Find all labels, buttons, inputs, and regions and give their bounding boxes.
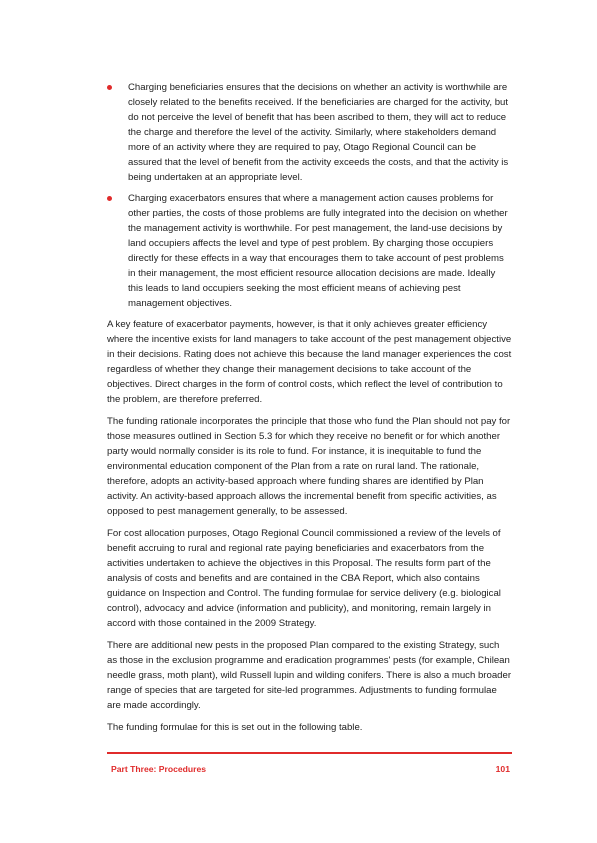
footer-row xyxy=(107,764,512,774)
bullet-text: Charging exacerbators ensures that where a management action causes problems for other parties, the costs of those problems are fully integrated into the decision on whether the management activity is worthwhile. For pest management, the land-use decisions by land occupiers affects the level and type of pest problem. By charging those occupiers directly for these effects in a way that encourages them to take account of pest problems in their management, the most efficient resource allocation decisions are made. Ideally this leads to land occupiers seeking the most efficient means of achieving pest management objectives. xyxy=(128,193,508,309)
footer-divider xyxy=(107,752,512,754)
bullet-icon xyxy=(107,85,112,90)
body-paragraph: The funding formulae for this is set out in the following table. xyxy=(107,722,363,733)
body-paragraph: The funding rationale incorporates the principle that those who fund the Plan should not pay for those measures outlined in Section 5.3 for which they receive no benefit or for which another party would normally consider is its role to fund. For instance, it is inequitable to fund the environmental education component of the Plan from a rate on rural land. The rationale, therefore, adopts an activity-based approach where funding shares are identified by Plan activity. An activity-based approach allows the incremental benefit from specific activities, as opposed to pest management generally, to be assessed. xyxy=(107,416,511,517)
page-number: 101 xyxy=(495,764,510,774)
bullet-text: Charging beneficiaries ensures that the decisions on whether an activity is worthwhile are closely related to the benefits received. If the beneficiaries are charged for the activity, but do not perceive the level of benefit that has been ascribed to them, they will act to reduce the charge and therefore the level of the activity. Similarly, where stakeholders demand more of an activity where they are required to pay, Otago Regional Council can be assured that the level of benefit from the activity exceeds the costs, and that the activity is being undertaken at an appropriate level. xyxy=(128,82,509,183)
body-paragraph: For cost allocation purposes, Otago Regional Council commissioned a review of the levels of benefit accruing to rural and regional rate paying beneficiaries and exacerbators from the activities undertaken to achieve the objectives in this Proposal. The results form part of the analysis of costs and benefits and are contained in the CBA Report, which also contains guidance on Inspection and Control. The funding formulae for service delivery (e.g. biological control), advocacy and advice (information and publicity), and monitoring, remain largely in accord with those contained in the 2009 Strategy. xyxy=(107,528,501,629)
bullet-list xyxy=(107,80,512,311)
bullet-icon xyxy=(107,196,112,201)
bullet-item xyxy=(107,80,512,185)
page-content xyxy=(107,80,512,742)
footer-section-title: Part Three: Procedures xyxy=(111,764,207,774)
bullet-item xyxy=(107,191,512,311)
body-paragraph: There are additional new pests in the proposed Plan compared to the existing Strategy, such as those in the exclusion programme and eradication programmes' pests (for example, Chilean needle grass, moth plant), wild Russell lupin and wilding conifers. There is also a much broader range of species that are targeted for site-led programmes. Adjustments to funding formulae are made accordingly. xyxy=(107,640,512,711)
body-paragraph: A key feature of exacerbator payments, however, is that it only achieves greater efficiency where the incentive exists for land managers to take account of the pest management objective in their decisions. Rating does not achieve this because the land manager experiences the cost regardless of whether they change their management decisions to take account of the objectives. Direct charges in the form of control costs, which reflect the level of contribution to the problem, are therefore preferred. xyxy=(107,319,512,405)
page-footer xyxy=(107,752,512,774)
